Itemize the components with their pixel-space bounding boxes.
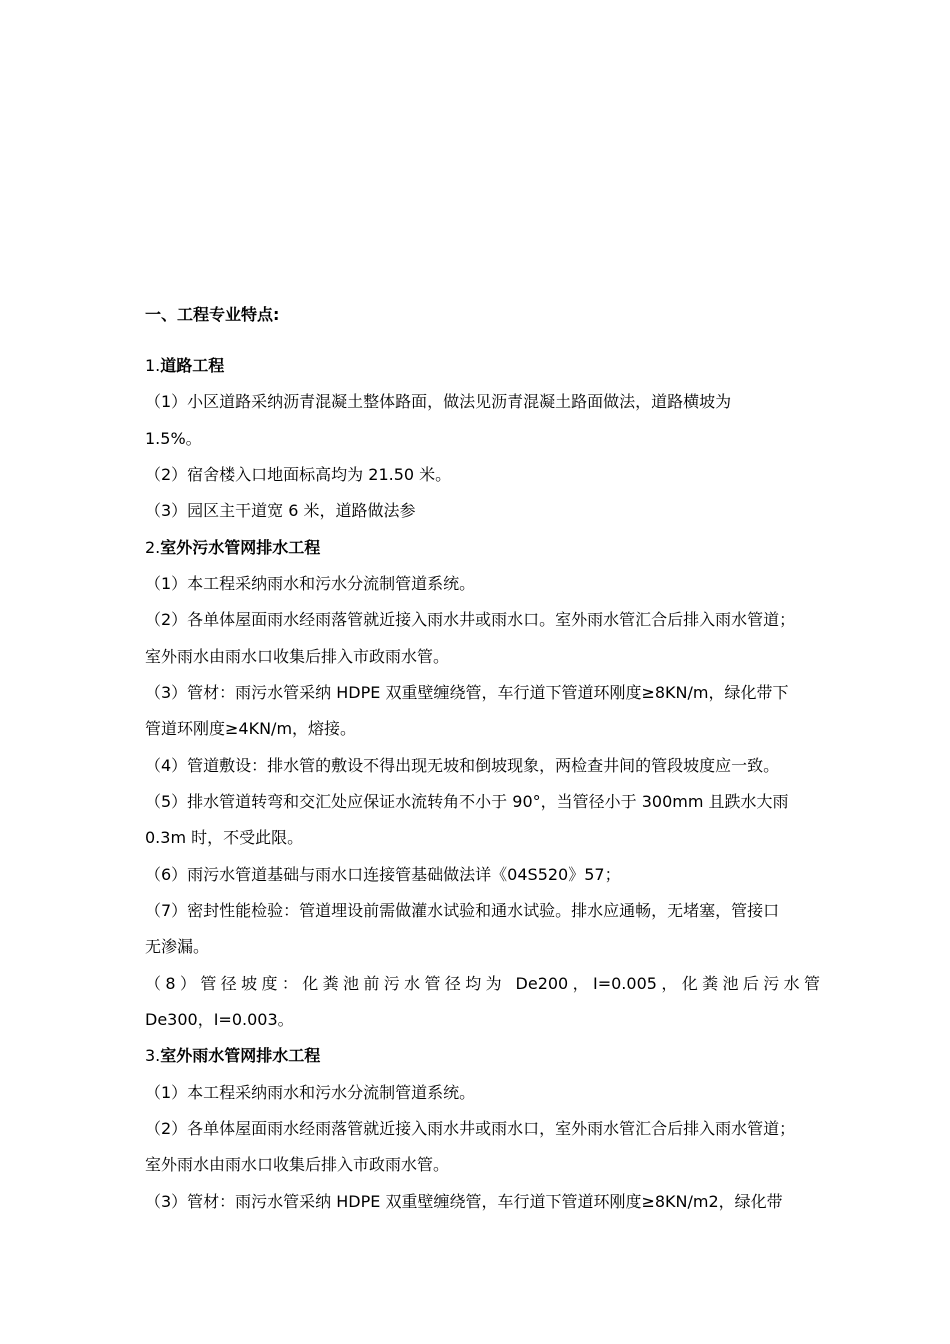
paragraph-line: 管道环刚度≥4KN/m，熔接。	[145, 719, 357, 738]
paragraph-line: （3）管材：雨污水管采纳 HDPE 双重壁缠绕管，车行道下管道环刚度≥8KN/m2，绿化带	[145, 1192, 783, 1211]
section-heading: 一、工程专业特点:	[145, 305, 280, 324]
paragraph-line: （2）各单体屋面雨水经雨落管就近接入雨水井或雨水口，室外雨水管汇合后排入雨水管道；	[145, 1119, 796, 1138]
paragraph-line: 无渗漏。	[145, 937, 210, 956]
paragraph-line: （1）本工程采纳雨水和污水分流制管道系统。	[145, 1083, 476, 1102]
paragraph-line: （1）小区道路采纳沥青混凝土整体路面，做法见沥青混凝土路面做法，道路横坡为	[145, 392, 732, 411]
paragraph-line: 1.5%。	[145, 429, 202, 448]
paragraph-line: De300，I=0.003。	[145, 1010, 294, 1029]
paragraph-line: （1）本工程采纳雨水和污水分流制管道系统。	[145, 574, 476, 593]
subsection-title: 室外污水管网排水工程	[160, 538, 321, 557]
subsection-number: 2.	[145, 538, 161, 557]
paragraph-line: （8）管径坡度：化粪池前污水管径均为 De200，I=0.005，化粪池后污水管	[145, 974, 820, 993]
subsection-title: 室外雨水管网排水工程	[160, 1046, 321, 1065]
subsection-heading-roads	[145, 355, 820, 377]
paragraph-line: （3）园区主干道宽 6 米，道路做法参	[145, 501, 416, 520]
paragraph-line: （6）雨污水管道基础与雨水口连接管基础做法详《04S520》57；	[145, 865, 621, 884]
paragraph-line: 0.3m 时，不受此限。	[145, 828, 304, 847]
subsection-number: 1.	[145, 356, 161, 375]
subsection-heading-sewage	[145, 537, 820, 559]
paragraph-line: （7）密封性能检验：管道埋设前需做灌水试验和通水试验。排水应通畅，无堵塞，管接口	[145, 901, 780, 920]
subsection-heading-rainwater	[145, 1045, 820, 1067]
paragraph-line: （3）管材：雨污水管采纳 HDPE 双重壁缠绕管，车行道下管道环刚度≥8KN/m，绿化带下	[145, 683, 789, 702]
paragraph-line: 室外雨水由雨水口收集后排入市政雨水管。	[145, 647, 450, 666]
paragraph-line: （4）管道敷设：排水管的敷设不得出现无坡和倒坡现象，两检查井间的管段坡度应一致。	[145, 756, 780, 775]
paragraph-line: （5）排水管道转弯和交汇处应保证水流转角不小于 90°，当管径小于 300mm 且跌水大雨	[145, 792, 789, 811]
paragraph-line: 室外雨水由雨水口收集后排入市政雨水管。	[145, 1155, 450, 1174]
paragraph-line: （2）宿舍楼入口地面标高均为 21.50 米。	[145, 465, 452, 484]
subsection-number: 3.	[145, 1046, 161, 1065]
paragraph-line: （2）各单体屋面雨水经雨落管就近接入雨水井或雨水口。室外雨水管汇合后排入雨水管道；	[145, 610, 796, 629]
subsection-title: 道路工程	[160, 356, 225, 375]
